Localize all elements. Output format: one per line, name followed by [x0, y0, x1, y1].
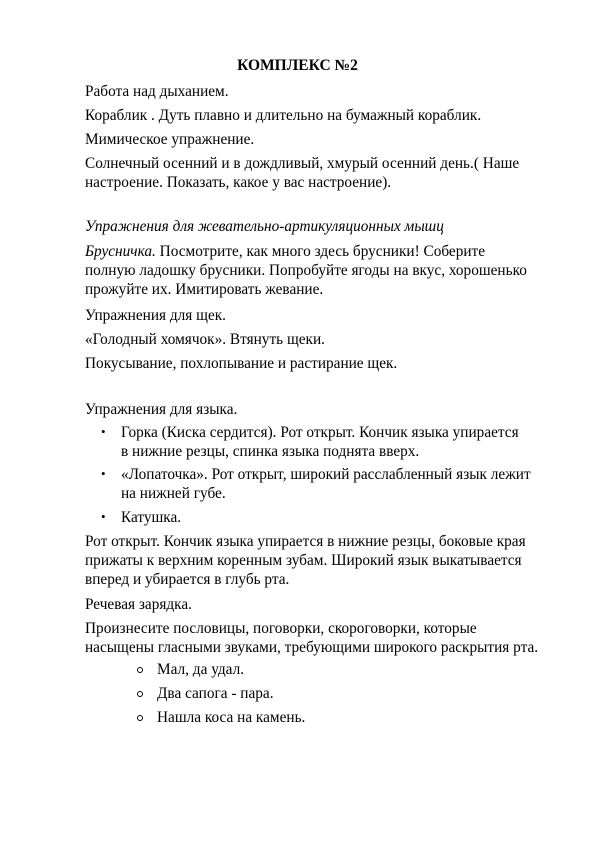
- katushka-line-2: прижаты к верхним коренным зубам. Широкий язык выкатывается: [85, 552, 522, 569]
- gorka-line-1: Горка (Киска сердится). Рот открыт. Кончик языка упирается: [121, 424, 519, 441]
- bullet-dot-icon: •: [101, 509, 106, 524]
- speech-line-2: насыщены гласными звуками, требующими широкого раскрытия рта.: [85, 639, 539, 656]
- speech-description: [85, 619, 570, 657]
- cheeks-heading: Упражнения для щек.: [85, 307, 226, 324]
- bullet-dot-icon: •: [101, 424, 106, 439]
- proverb-item: Нашла коса на камень.: [157, 709, 306, 726]
- speech-line-1: Произнесите пословицы, поговорки, скороговорки, которые: [85, 620, 477, 637]
- brusnichka-line-1: Посмотрите, как много здесь брусники! Соберите: [155, 243, 486, 260]
- document-title: КОМПЛЕКС №2: [237, 57, 358, 74]
- breathing-heading: Работа над дыханием.: [85, 83, 229, 100]
- bullet-circle-icon: [137, 715, 143, 721]
- mimic-description: [85, 154, 570, 192]
- list-item-katushka: [121, 508, 181, 527]
- katushka-title: Катушка.: [121, 509, 182, 526]
- bullet-circle-icon: [137, 691, 143, 697]
- chewing-heading: Упражнения для жевательно-артикуляционных мышц: [85, 218, 444, 235]
- mimic-line-2: настроение. Показать, какое у вас настроение).: [85, 174, 392, 191]
- bullet-dot-icon: •: [101, 466, 106, 481]
- mimic-line-1: Солнечный осенний и в дождливый, хмурый осенний день.( Наше: [85, 155, 520, 172]
- proverb-item: Мал, да удал.: [157, 661, 245, 678]
- katushka-line-1: Рот открыт. Кончик языка упирается в нижние резцы, боковые края: [85, 533, 526, 550]
- brusnichka-exercise: [85, 242, 570, 299]
- brusnichka-name: Брусничка.: [85, 243, 156, 260]
- lopatochka-line-2: на нижней губе.: [121, 485, 226, 502]
- mimic-heading: Мимическое упражнение.: [85, 131, 255, 148]
- katushka-line-3: вперед и убирается в глубь рта.: [85, 571, 290, 588]
- proverb-item: Два сапога - пара.: [157, 685, 274, 702]
- hamster-exercise: «Голодный хомячок». Втянуть щеки.: [85, 331, 325, 348]
- brusnichka-line-3: прожуйте их. Имитировать жевание.: [85, 281, 324, 298]
- lopatochka-line-1: «Лопаточка». Рот открыт, широкий расслабленный язык лежит: [121, 466, 531, 483]
- korablik-exercise: Кораблик . Дуть плавно и длительно на бумажный кораблик.: [85, 107, 482, 124]
- brusnichka-line-2: полную ладошку брусники. Попробуйте ягоды на вкус, хорошенько: [85, 262, 527, 279]
- gorka-line-2: в нижние резцы, спинка языка поднята вверх.: [121, 443, 420, 460]
- katushka-description: [85, 532, 570, 589]
- bullet-circle-icon: [137, 667, 143, 673]
- list-item-gorka: [121, 423, 519, 461]
- speech-heading: Речевая зарядка.: [85, 596, 192, 613]
- cheek-massage: Покусывание, похлопывание и растирание щек.: [85, 355, 398, 372]
- list-item-lopatochka: [121, 465, 531, 503]
- tongue-heading: Упражнения для языка.: [85, 401, 238, 418]
